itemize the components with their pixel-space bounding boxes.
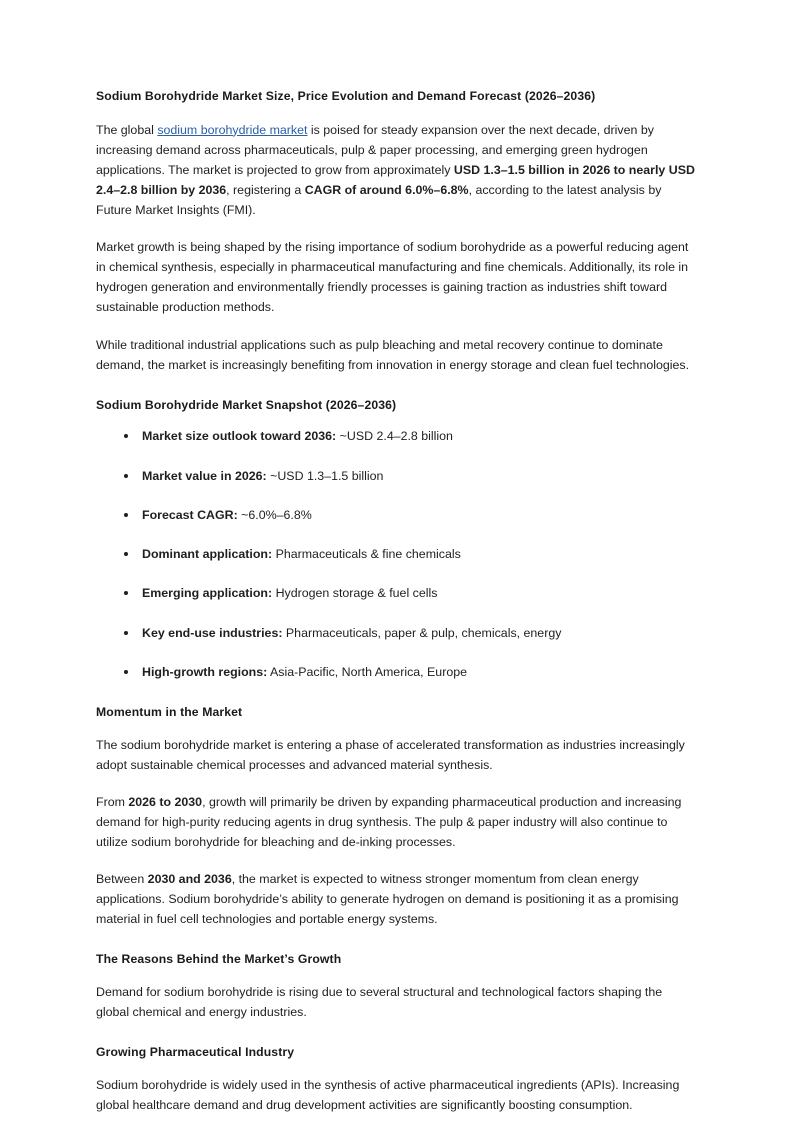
list-item-label: Forecast CAGR:: [142, 507, 238, 522]
intro-bold-cagr: CAGR of around 6.0%–6.8%: [304, 182, 469, 197]
list-item-value: Hydrogen storage & fuel cells: [275, 586, 438, 601]
momentum-p2-bold-period: 2026 to 2030: [128, 794, 203, 809]
momentum-paragraph-3: [96, 869, 698, 929]
list-item-value: ~6.0%–6.8%: [241, 507, 312, 522]
list-item-value: ~USD 1.3–1.5 billion: [270, 468, 384, 483]
momentum-heading: Momentum in the Market: [96, 704, 243, 719]
list-item-label: High-growth regions:: [142, 664, 268, 679]
list-item: [142, 506, 698, 525]
momentum-p3-text-a: Between: [96, 872, 148, 887]
list-item-label: Market size outlook toward 2036:: [142, 429, 337, 444]
sodium-borohydride-market-link[interactable]: sodium borohydride market: [157, 122, 308, 137]
momentum-paragraph-1: The sodium borohydride market is entering a phase of accelerated transformation as industries increasingly adopt sustainable chemical processes and advanced material synthesis.: [96, 737, 685, 772]
page-title: Sodium Borohydride Market Size, Price Evolution and Demand Forecast (2026–2036): [96, 89, 596, 103]
pharma-heading: Growing Pharmaceutical Industry: [96, 1045, 295, 1060]
list-item: [142, 624, 698, 643]
momentum-p2-text-b: , growth will primarily be driven by expanding pharmaceutical production and increasing demand for high-purity reducing agents in drug synthesis. The pulp & paper industry will also continue to utilize sodium borohydride for bleaching and de-inking processes.: [96, 794, 682, 849]
momentum-p3-bold-period: 2030 and 2036: [147, 872, 232, 887]
intro-text-d: , according to the latest analysis by Future Market Insights (FMI).: [96, 182, 662, 218]
snapshot-heading: Sodium Borohydride Market Snapshot (2026–2036): [96, 397, 397, 412]
list-item-value: Asia-Pacific, North America, Europe: [270, 664, 467, 679]
list-item-label: Key end-use industries:: [142, 625, 283, 640]
reasons-heading: The Reasons Behind the Market’s Growth: [96, 952, 342, 967]
intro-bold-forecast: USD 1.3–1.5 billion in 2026 to nearly USD 2.4–2.8 billion by 2036: [96, 162, 695, 197]
momentum-paragraph-2: [96, 792, 698, 852]
growth-drivers-paragraph: Market growth is being shaped by the rising importance of sodium borohydride as a powerful reducing agent in chemical synthesis, especially in pharmaceutical manufacturing and fine chemicals. Additionally, its role in hydrogen generation and environmentally friendly processes is gaining traction as industries shift toward sustainable production methods.: [96, 240, 689, 315]
list-item: [142, 663, 698, 682]
intro-text-b: is poised for steady expansion over the next decade, driven by increasing demand across pharmaceuticals, pulp & paper processing, and emerging green hydrogen applications. The market is projected to grow from approximately: [96, 122, 654, 177]
list-item: [142, 545, 698, 564]
reasons-paragraph: Demand for sodium borohydride is rising due to several structural and technological factors shaping the global chemical and energy industries.: [96, 985, 663, 1020]
list-item: [142, 427, 698, 446]
list-item: [142, 584, 698, 603]
traditional-applications-paragraph: While traditional industrial applications such as pulp bleaching and metal recovery continue to dominate demand, the market is increasingly benefiting from innovation in energy storage and clean fuel technologies.: [96, 337, 690, 372]
intro-text-c: , registering a: [226, 182, 305, 197]
list-item-value: ~USD 2.4–2.8 billion: [339, 429, 453, 444]
intro-paragraph: [96, 120, 698, 220]
list-item-value: Pharmaceuticals & fine chemicals: [275, 547, 461, 562]
intro-text-a: The global: [96, 122, 158, 137]
snapshot-list: [96, 427, 698, 682]
list-item-value: Pharmaceuticals, paper & pulp, chemicals, energy: [285, 625, 562, 640]
momentum-p3-text-b: , the market is expected to witness stronger momentum from clean energy applications. Sodium borohydride’s ability to generate hydrogen on demand is positioning it as a promising material in fuel cell technologies and portable energy systems.: [96, 872, 679, 927]
list-item-label: Dominant application:: [142, 547, 273, 562]
list-item: [142, 467, 698, 486]
momentum-p2-text-a: From: [96, 794, 129, 809]
list-item-label: Market value in 2026:: [142, 468, 267, 483]
document-body: [96, 88, 698, 1115]
list-item-label: Emerging application:: [142, 586, 273, 601]
pharma-paragraph: Sodium borohydride is widely used in the synthesis of active pharmaceutical ingredients (APIs). Increasing global healthcare demand and drug development activities are significantly boosting consumption.: [96, 1077, 680, 1113]
